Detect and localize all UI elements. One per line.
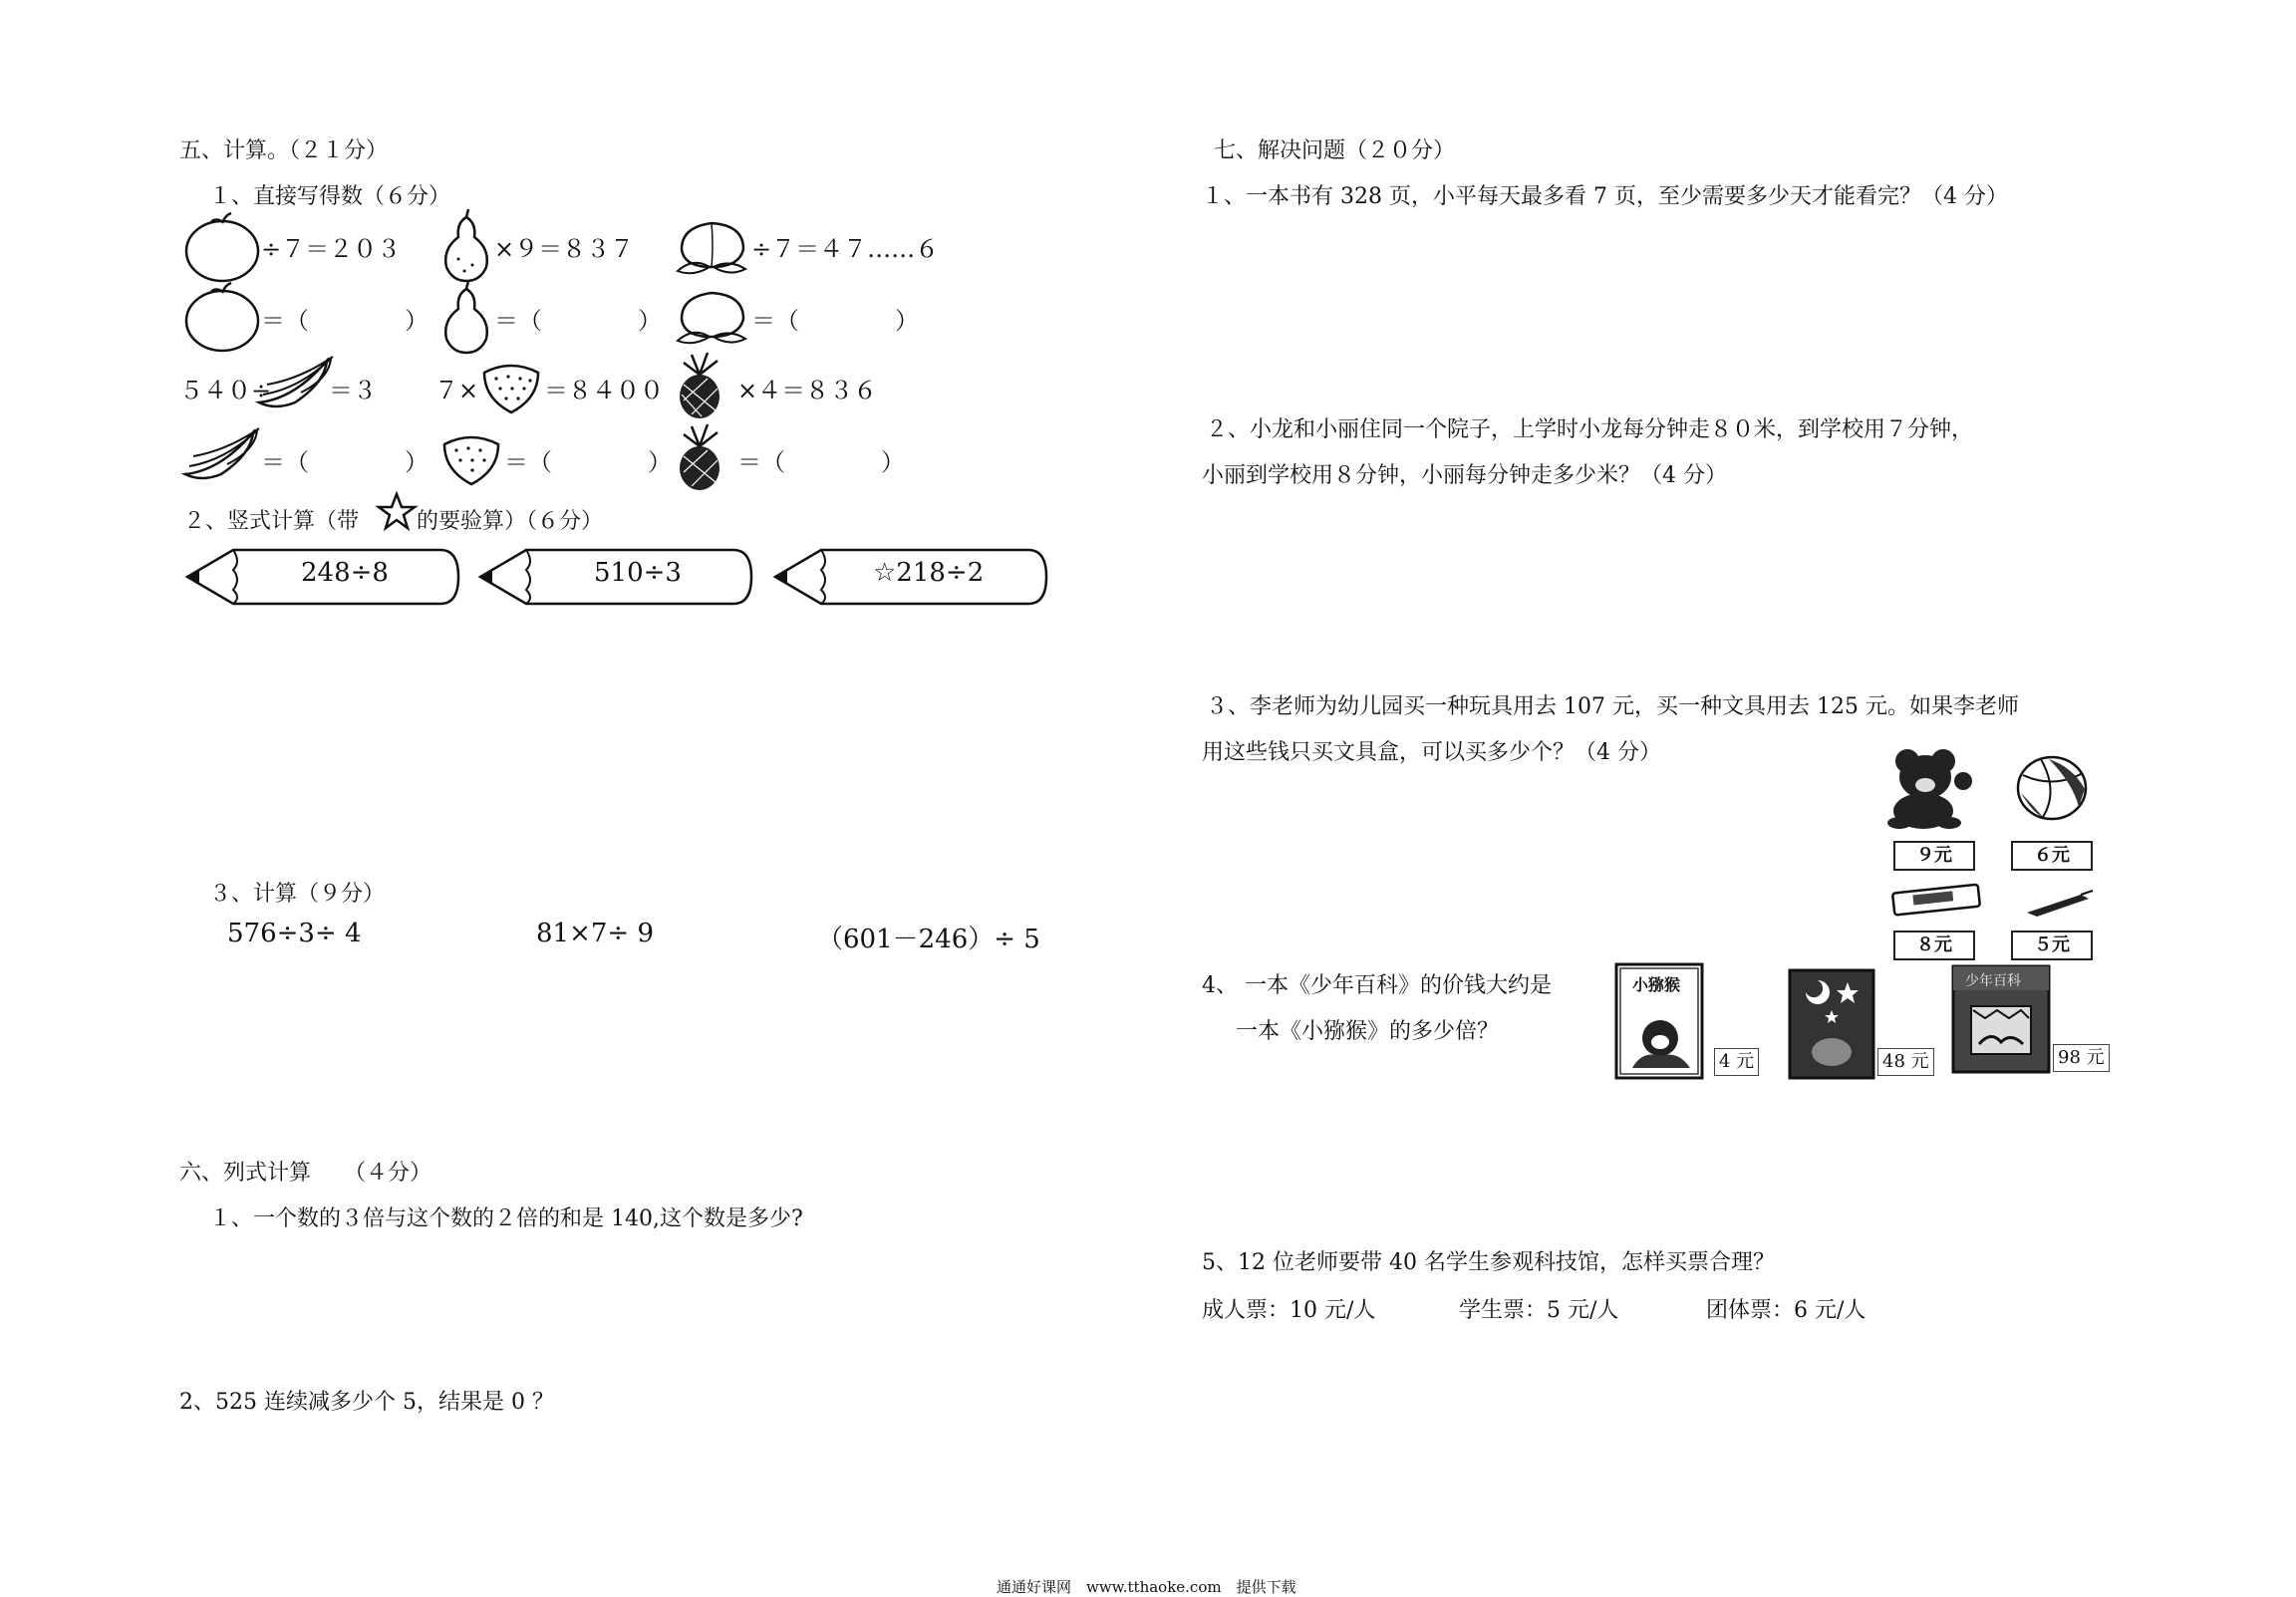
q3-item-1: 576÷3÷ 4 bbox=[227, 919, 362, 948]
book-title-shaonian-baike: 少年百科 bbox=[1965, 973, 2021, 989]
book-price-shaonian-baike: 98 元 bbox=[2053, 1044, 2110, 1072]
strawberry-icon bbox=[438, 426, 504, 488]
ball-icon bbox=[2013, 753, 2091, 823]
pen-icon bbox=[2023, 889, 2095, 919]
eq-apple: ÷７＝２０３ bbox=[261, 235, 402, 263]
pineapple-icon bbox=[672, 422, 737, 492]
section-6-q2: 2、525 连续减多少个 5，结果是 0 ？ bbox=[179, 1390, 554, 1415]
answer-apple: ＝（ ） bbox=[261, 307, 429, 335]
banana-icon bbox=[255, 355, 337, 410]
book-price-xiaomihou: 4 元 bbox=[1714, 1048, 1759, 1076]
price-tag-pen: ５元 bbox=[2011, 931, 2093, 960]
section-7-q3-line2: 用这些钱只买文具盒，可以买多少个？（4 分） bbox=[1202, 740, 1661, 765]
q1-title: １、直接写得数（６分） bbox=[209, 184, 451, 209]
section-5-title: 五、计算。（２１分） bbox=[179, 138, 389, 163]
answer-banana: ＝（ ） bbox=[261, 448, 429, 476]
pencil-box-icon bbox=[1889, 883, 1985, 919]
section-7-q5-line1: 5、12 位老师要带 40 名学生参观科技馆，怎样买票合理？ bbox=[1202, 1250, 1775, 1275]
apple-icon bbox=[183, 211, 261, 281]
answer-pear: ＝（ ） bbox=[494, 307, 662, 335]
section-7-q4-line2: 一本《小猕猴》的多少倍？ bbox=[1236, 1019, 1500, 1044]
section-7-q4-line1: 4、 一本《少年百科》的价钱大约是 bbox=[1202, 973, 1552, 998]
pencil-problem-3: ☆218÷2 bbox=[873, 558, 985, 588]
book-title-xiaomihou: 小猕猴 bbox=[1632, 975, 1681, 994]
eq-pineapple: ×４＝８３６ bbox=[737, 377, 878, 404]
q3-item-2: 81×7÷ 9 bbox=[536, 919, 655, 948]
pencil-problem-2: 510÷3 bbox=[594, 558, 682, 588]
q2-title-part1: ２、竖式计算（带 bbox=[183, 509, 360, 534]
answer-strawberry: ＝（ ） bbox=[504, 448, 672, 476]
star-icon bbox=[377, 492, 417, 530]
ticket-group-price: 团体票：6 元/人 bbox=[1706, 1298, 1866, 1323]
teddy-bear-icon bbox=[1879, 745, 1975, 829]
section-7-q3-line1: ３、李老师为幼儿园买一种玩具用去 107 元，买一种文具用去 125 元。如果李老师 bbox=[1206, 694, 2019, 719]
ticket-adult-price: 成人票：10 元/人 bbox=[1202, 1298, 1376, 1323]
section-7-q1: １、一本书有 328 页，小平每天最多看 7 页，至少需要多少天才能看完？（4 分） bbox=[1202, 184, 2008, 209]
eq-strawberry-right: ＝８４００ bbox=[544, 377, 664, 404]
section-7-q2-line1: ２、小龙和小丽住同一个院子，上学时小龙每分钟走８０米，到学校用７分钟， bbox=[1206, 417, 1974, 442]
eq-peach: ÷７＝４７……６ bbox=[751, 235, 940, 263]
price-tag-bear: ９元 bbox=[1893, 841, 1975, 871]
pencil-problem-1: 248÷8 bbox=[301, 558, 389, 588]
answer-peach: ＝（ ） bbox=[751, 307, 919, 335]
q2-title-part2: 的要验算）（６分） bbox=[417, 509, 604, 534]
book-starry-icon bbox=[1786, 966, 1877, 1082]
section-6-q1: １、一个数的３倍与这个数的２倍的和是 140,这个数是多少? bbox=[209, 1206, 803, 1231]
price-tag-ball: ６元 bbox=[2011, 841, 2093, 871]
pear-icon bbox=[438, 209, 494, 283]
strawberry-icon bbox=[478, 355, 544, 416]
eq-strawberry-left: ７× bbox=[434, 377, 479, 404]
banana-icon bbox=[181, 426, 263, 482]
eq-pear: ×９＝８３７ bbox=[494, 235, 635, 263]
apple-icon bbox=[183, 281, 261, 351]
eq-banana-right: ＝３ bbox=[329, 377, 377, 404]
pineapple-icon bbox=[672, 351, 737, 420]
q3-item-3: （601－246）÷ 5 bbox=[817, 925, 1040, 954]
price-tag-pencil-box: ８元 bbox=[1893, 931, 1975, 960]
section-7-q2-line2: 小丽到学校用８分钟，小丽每分钟走多少米？（4 分） bbox=[1202, 463, 1727, 488]
section-7-title: 七、解决问题（２０分） bbox=[1214, 138, 1456, 163]
ticket-student-price: 学生票：5 元/人 bbox=[1459, 1298, 1619, 1323]
eq-banana-left: ５４０÷ bbox=[179, 377, 272, 404]
pear-icon bbox=[438, 281, 494, 355]
q3-title: ３、计算（９分） bbox=[209, 882, 386, 907]
peach-icon bbox=[674, 217, 751, 277]
peach-icon bbox=[674, 287, 751, 347]
footer-credit: 通通好课网 www.tthaoke.com 提供下载 bbox=[997, 1578, 1296, 1596]
book-price-starry: 48 元 bbox=[1877, 1048, 1934, 1076]
section-6-title: 六、列式计算 （４分） bbox=[179, 1161, 432, 1186]
answer-pineapple: ＝（ ） bbox=[737, 448, 905, 476]
